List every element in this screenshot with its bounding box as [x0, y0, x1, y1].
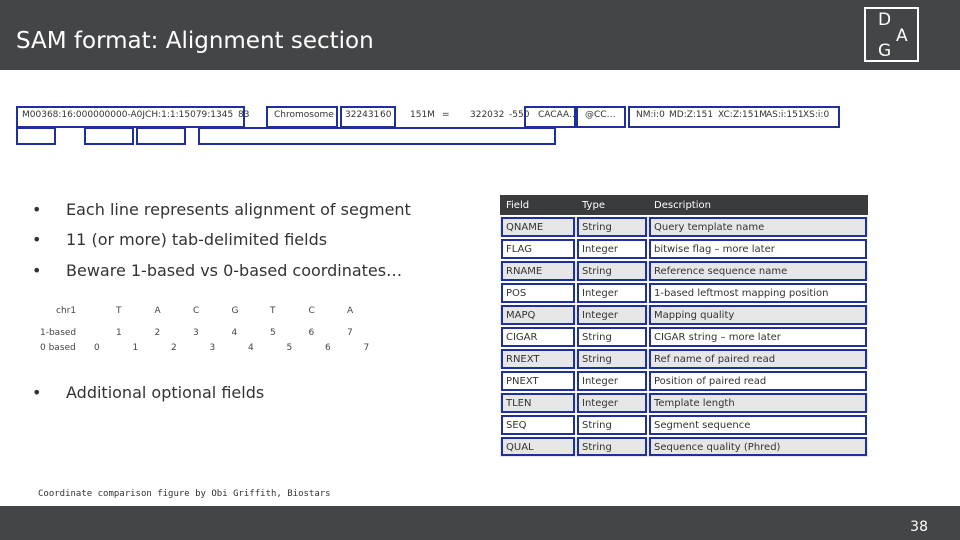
cell-description: Reference sequence name — [648, 260, 868, 282]
sam-box-cigar — [136, 127, 186, 145]
sam-tlen: -550 — [509, 110, 530, 120]
sam-pnext: 322032 — [470, 110, 505, 120]
cell-field: QNAME — [500, 216, 576, 238]
footer-bar — [0, 506, 960, 540]
cell-field: FLAG — [500, 238, 576, 260]
logo-letter-g: G — [878, 41, 892, 61]
bullet-text: Each line represents alignment of segment — [66, 200, 411, 219]
bullet-text: Additional optional fields — [66, 383, 265, 402]
table-row — [500, 216, 868, 238]
sam-tag-xc: XC:Z:151M — [718, 110, 767, 120]
one-based-index: 3 — [193, 328, 199, 338]
bullet-dot: • — [32, 383, 42, 402]
sam-box-pos — [340, 106, 396, 128]
header-type: Type — [576, 195, 648, 216]
table-row — [500, 326, 868, 348]
cell-field: CIGAR — [500, 326, 576, 348]
table-row — [500, 282, 868, 304]
sam-mapq: 60 — [380, 110, 392, 120]
cell-description: CIGAR string – more later — [648, 326, 868, 348]
cell-description: Template length — [648, 392, 868, 414]
page-number: 38 — [910, 519, 928, 535]
cell-type: String — [576, 326, 648, 348]
bullet-dot: • — [32, 200, 42, 219]
cell-description: bitwise flag – more later — [648, 238, 868, 260]
base-letter: A — [154, 306, 161, 316]
table-row — [500, 414, 868, 436]
cell-description: Query template name — [648, 216, 868, 238]
sam-example-line — [0, 106, 960, 126]
one-based-index: 1 — [116, 328, 122, 338]
one-based-index: 5 — [270, 328, 276, 338]
chr-label: chr1 — [56, 306, 77, 316]
figure-credit: Coordinate comparison figure by Obi Griffith, Biostars — [38, 489, 331, 499]
zero-based-label: 0 based — [40, 343, 76, 353]
cell-type: Integer — [576, 392, 648, 414]
logo-letter-d: D — [878, 10, 892, 30]
cell-field: TLEN — [500, 392, 576, 414]
bullet-dot: • — [32, 230, 42, 249]
table-row — [500, 436, 868, 457]
cell-field: PNEXT — [500, 370, 576, 392]
sam-tag-as: AS:i:151 — [766, 110, 804, 120]
sam-cigar: 151M — [410, 110, 435, 120]
sam-rname: Chromosome — [274, 110, 334, 120]
base-letter: T — [116, 306, 122, 316]
cell-type: Integer — [576, 304, 648, 326]
sam-qname: M00368:16:000000000-A0JCH:1:1:15079:1345 — [22, 110, 234, 120]
cell-type: Integer — [576, 282, 648, 304]
one-based-label: 1-based — [40, 328, 77, 338]
base-letter: C — [308, 306, 315, 316]
base-letter: T — [270, 306, 276, 316]
table-row — [500, 370, 868, 392]
cell-description: Segment sequence — [648, 414, 868, 436]
coordinate-figure — [38, 304, 378, 356]
zero-based-index: 2 — [171, 343, 177, 353]
cell-field: RNAME — [500, 260, 576, 282]
sam-tag-nm: NM:i:0 — [636, 110, 665, 120]
sam-flag: 83 — [238, 110, 250, 120]
table-row — [500, 238, 868, 260]
cell-field: QUAL — [500, 436, 576, 457]
sam-qual: @CC… — [585, 110, 616, 120]
table-row — [500, 304, 868, 326]
sam-box-rname — [266, 106, 338, 128]
logo-letter-a: A — [896, 26, 908, 46]
cell-type: Integer — [576, 370, 648, 392]
table-header-row — [500, 195, 868, 216]
cell-type: String — [576, 414, 648, 436]
cell-description: Mapping quality — [648, 304, 868, 326]
cell-type: String — [576, 260, 648, 282]
table-row — [500, 392, 868, 414]
bullet-text: Beware 1-based vs 0-based coordinates… — [66, 261, 403, 280]
cell-description: Sequence quality (Phred) — [648, 436, 868, 457]
cell-description: Position of paired read — [648, 370, 868, 392]
zero-based-index: 3 — [209, 343, 216, 353]
slide-title: SAM format: Alignment section — [16, 28, 374, 54]
dag-logo — [864, 7, 919, 62]
sam-tag-md: MD:Z:151 — [669, 110, 714, 120]
sam-tag-xs: XS:i:0 — [803, 110, 830, 120]
table-row — [500, 260, 868, 282]
sam-rnext: = — [442, 110, 450, 120]
sam-box-mate — [198, 127, 556, 145]
one-based-index: 6 — [308, 328, 315, 338]
sam-box-mapq — [84, 127, 134, 145]
zero-based-index: 0 — [94, 343, 100, 353]
zero-based-index: 1 — [132, 343, 139, 353]
sam-seq: CACAA… — [538, 110, 579, 120]
cell-field: MAPQ — [500, 304, 576, 326]
table-row — [500, 348, 868, 370]
cell-type: String — [576, 348, 648, 370]
one-based-index: 2 — [154, 328, 161, 338]
header-description: Description — [648, 195, 868, 216]
zero-based-index: 4 — [248, 343, 254, 353]
zero-based-index: 7 — [363, 343, 370, 353]
cell-description: 1-based leftmost mapping position — [648, 282, 868, 304]
zero-based-index: 5 — [286, 343, 293, 353]
cell-type: String — [576, 436, 648, 457]
header-field: Field — [500, 195, 576, 216]
cell-type: Integer — [576, 238, 648, 260]
cell-description: Ref name of paired read — [648, 348, 868, 370]
base-letter: C — [193, 306, 200, 316]
cell-type: String — [576, 216, 648, 238]
zero-based-index: 6 — [325, 343, 331, 353]
sam-box-flag — [16, 127, 56, 145]
cell-field: POS — [500, 282, 576, 304]
bullet-dot: • — [32, 261, 42, 280]
sam-pos: 322431 — [345, 110, 380, 120]
one-based-index: 7 — [347, 328, 353, 338]
cell-field: SEQ — [500, 414, 576, 436]
one-based-index: 4 — [231, 328, 238, 338]
base-letter: A — [347, 306, 354, 316]
bullet-text: 11 (or more) tab-delimited fields — [66, 230, 328, 249]
base-letter: G — [231, 306, 239, 316]
sam-field-table — [500, 195, 868, 457]
cell-field: RNEXT — [500, 348, 576, 370]
